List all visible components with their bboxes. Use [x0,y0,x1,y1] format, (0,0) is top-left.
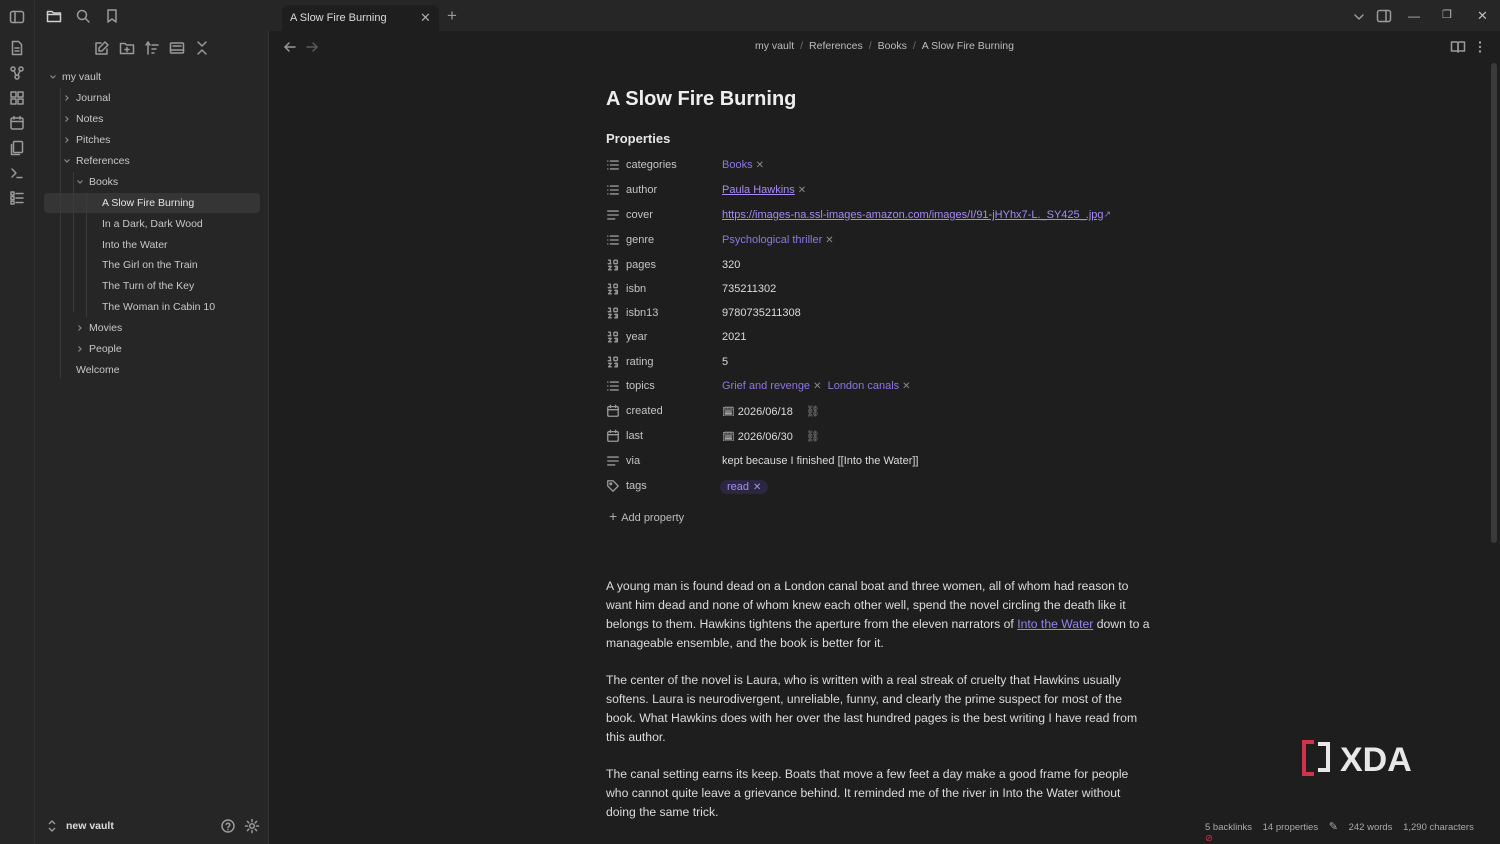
property-tags[interactable] [606,477,1166,497]
xda-logo-text: XDA [1340,741,1412,779]
date-picker-icon[interactable]: 🗓︎ [722,432,735,443]
date-property-icon [606,404,620,418]
link-date-icon[interactable]: ⛓ [805,406,820,418]
property-key: genre [626,234,655,246]
bases-icon[interactable] [9,190,25,206]
property-created[interactable] [606,402,1166,422]
breadcrumb: my vault / References / Books / A Slow Fire Burning [755,40,1014,52]
property-chip [722,184,806,196]
tree-item-label: Notes [76,113,104,125]
date-property-icon [606,429,620,443]
tree-folder-item[interactable] [44,318,260,338]
sync-status-icon[interactable]: ⊘ [1205,833,1213,844]
date-value[interactable]: 2026/06/18 [737,406,793,418]
sidebar-toggle-icon[interactable] [9,9,25,25]
property-key: last [626,430,644,442]
property-value[interactable]: 320 [722,259,741,271]
property-value[interactable]: 735211302 [722,283,777,295]
property-rating[interactable] [606,353,1166,373]
text-property-icon [606,208,620,222]
number-property-icon [606,330,620,344]
property-key: author [626,184,658,196]
property-chip [828,380,911,392]
breadcrumb-references[interactable]: References [809,40,863,52]
remove-tag-icon[interactable]: ✕ [753,482,762,493]
paragraph-text: down to a manageable ensemble, and the book is better for it. [606,617,1150,650]
tree-file-item[interactable] [44,276,260,296]
more-options-icon[interactable] [1472,39,1488,55]
tree-item-label: The Girl on the Train [102,259,198,271]
author-link[interactable]: Paula Hawkins [722,184,795,196]
tree-file-item[interactable] [44,235,260,255]
tree-folder-item[interactable] [44,339,260,359]
property-value[interactable]: 5 [722,356,729,368]
tree-item-label: Welcome [76,364,120,376]
text-property-icon [606,454,620,468]
tree-file-item[interactable] [44,255,260,275]
sort-icon[interactable] [144,40,160,56]
tree-item-label: The Turn of the Key [102,280,195,292]
editor-pane [269,31,1500,844]
close-tab-icon[interactable]: ✕ [420,10,431,25]
bookmark-icon[interactable] [104,8,120,24]
tree-item-label: Books [89,176,119,188]
vault-switcher[interactable] [44,815,260,837]
reading-view-icon[interactable] [1450,39,1466,55]
vault-name: new vault [66,820,114,832]
tab-active[interactable] [282,5,439,31]
maximize-icon[interactable]: ❐ [1442,9,1452,21]
tab-list-chevron-icon[interactable] [1351,9,1367,25]
tree-item-label: In a Dark, Dark Wood [102,218,203,230]
word-count: 242 words [1348,822,1393,833]
tree-item-label: my vault [62,71,102,83]
tree-indent-guide [86,193,87,317]
right-sidebar-toggle-icon[interactable] [1376,8,1392,24]
tree-folder-item[interactable] [44,109,260,129]
status-bar [1205,820,1500,844]
help-icon[interactable] [220,818,236,834]
tree-folder-item[interactable] [44,88,260,108]
remove-chip-icon[interactable]: ✕ [797,185,807,196]
tree-folder-item[interactable] [44,67,260,87]
property-categories[interactable] [606,156,1166,176]
minimize-icon[interactable]: — [1408,9,1420,23]
property-key: pages [626,259,656,271]
property-pages[interactable] [606,256,1166,276]
tab-title: A Slow Fire Burning [290,12,387,24]
date-value[interactable]: 2026/06/30 [737,431,793,443]
property-genre[interactable] [606,231,1166,251]
files-folder-icon[interactable] [46,8,62,24]
property-key: via [626,455,641,467]
number-property-icon [606,355,620,369]
plus-icon: + [609,508,618,524]
tree-folder-item[interactable] [44,172,260,192]
xda-watermark-logo [1300,738,1440,780]
paragraph-text: A young man is found dead on a London canal boat and three women, all of whom had reason to want him dead and none of whom knew each other well, spend the novel circling the death like it belongs to them. Hawkins tightens the aperture from the eleven narrators of [606,579,1129,631]
tree-indent-guide [60,88,61,378]
external-link-icon[interactable]: ↗ [1103,209,1112,219]
terminal-icon[interactable] [9,165,25,181]
search-icon[interactable] [75,8,91,24]
properties-heading[interactable]: Properties [606,131,671,146]
property-cover[interactable] [606,206,1166,226]
tree-item-label: References [76,155,130,167]
link-date-icon[interactable]: ⛓ [805,431,820,443]
tree-file-item[interactable] [44,360,260,380]
property-chip [722,234,834,246]
xda-logo-icon [1300,738,1440,780]
property-year[interactable] [606,328,1166,348]
tree-item-label: The Woman in Cabin 10 [102,301,216,313]
tree-item-label: Into the Water [102,239,168,251]
settings-gear-icon[interactable] [244,818,260,834]
tree-file-item[interactable] [44,193,260,213]
tree-folder-item[interactable] [44,151,260,171]
chip-label[interactable]: Books [722,159,753,171]
body-paragraph-3[interactable]: The canal setting earns its keep. Boats that move a few feet a day make a good frame for people who cannot quite leave a grievance behind. It reminded me of the river in Into the Water without doing the same trick. [606,767,1129,819]
tags-property-icon [606,479,620,493]
property-chip [722,159,764,171]
chevron-right-icon[interactable] [63,115,71,123]
number-property-icon [606,306,620,320]
title-bar [35,0,1500,31]
collapse-all-icon[interactable] [194,40,210,56]
internal-link-into-the-water[interactable]: Into the Water [1017,617,1094,631]
breadcrumb-books[interactable]: Books [877,40,907,52]
chip-label[interactable]: Psychological thriller [722,234,823,246]
character-count: 1,290 characters [1403,822,1474,833]
property-key: cover [626,209,653,221]
property-value[interactable]: 2021 [722,331,747,343]
property-via[interactable] [606,452,1166,472]
new-folder-icon[interactable] [119,40,135,56]
tree-file-item[interactable] [44,297,260,317]
close-window-icon[interactable]: ✕ [1477,8,1488,23]
canvas-icon[interactable] [9,90,25,106]
chevron-right-icon[interactable] [63,94,71,102]
property-isbn13[interactable] [606,304,1166,324]
property-isbn[interactable] [606,280,1166,300]
property-key: created [626,405,663,417]
new-tab-icon[interactable]: + [447,6,457,25]
tag-label[interactable]: read [727,481,750,493]
backlinks-count[interactable]: 5 backlinks [1205,822,1252,833]
remove-chip-icon[interactable]: ✕ [902,381,911,392]
list-property-icon [606,158,620,172]
property-author[interactable] [606,181,1166,201]
new-note-icon[interactable] [94,40,110,56]
chip-label[interactable]: Grief and revenge [722,380,811,392]
tag-pill [720,480,768,494]
number-property-icon [606,258,620,272]
graph-view-icon[interactable] [9,65,25,81]
chevron-down-icon[interactable] [63,157,71,165]
cover-url-link[interactable]: https://images-na.ssl-images-amazon.com/images/I/91-jHYhx7-L._SY425_.jpg [722,209,1104,221]
add-property-label: Add property [621,512,685,524]
chevron-right-icon[interactable] [76,324,84,332]
property-key: isbn [626,283,647,295]
daily-note-icon[interactable] [9,40,25,56]
properties-count[interactable]: 14 properties [1262,822,1319,833]
vault-switch-chevron-icon [47,820,57,832]
edit-pencil-icon[interactable]: ✎ [1328,821,1338,833]
tree-item-label: Movies [89,322,123,334]
date-picker-icon[interactable]: 🗓︎ [722,407,735,418]
property-topics[interactable] [606,377,1166,397]
body-paragraph-1[interactable] [606,577,1151,653]
tree-folder-item[interactable] [44,130,260,150]
chevron-down-icon[interactable] [49,73,57,81]
chevron-right-icon[interactable] [76,345,84,353]
property-key: categories [626,159,677,171]
tree-item-label: Journal [76,92,111,104]
property-key: isbn13 [626,307,659,319]
breadcrumb-current-note[interactable]: A Slow Fire Burning [921,40,1014,52]
note-title[interactable]: A Slow Fire Burning [606,88,797,110]
property-value[interactable]: kept because I finished [[Into the Water]] [722,455,919,467]
tree-item-label: People [89,343,122,355]
body-paragraph-2[interactable]: The center of the novel is Laura, who is written with a real streak of cruelty that Hawkins usually softens. Laura is neurodivergent, unreliable, funny, and clearly the prime suspect for most of the book. What Hawkins does with her over the last hundred pages is the best writing I have read from this author. [606,673,1138,744]
auto-reveal-icon[interactable] [169,40,185,56]
tree-item-label: Pitches [76,134,111,146]
chip-label[interactable]: London canals [827,380,900,392]
tree-item-label: A Slow Fire Burning [102,197,195,209]
breadcrumb-vault[interactable]: my vault [755,40,795,52]
property-key: tags [626,480,647,492]
property-key: rating [626,356,654,368]
tree-file-item[interactable] [44,214,260,234]
remove-chip-icon[interactable]: ✕ [755,160,764,171]
number-property-icon [606,282,620,296]
property-key: year [626,331,648,343]
editor-scrollbar[interactable] [1491,63,1497,543]
left-ribbon [0,0,35,844]
tree-indent-guide [73,172,74,312]
remove-chip-icon[interactable]: ✕ [813,381,822,392]
property-key: topics [626,380,655,392]
chevron-down-icon[interactable] [76,178,84,186]
property-chip [722,380,821,392]
list-property-icon [606,233,620,247]
list-property-icon [606,379,620,393]
add-property-button[interactable] [609,508,684,524]
templates-icon[interactable] [9,140,25,156]
property-last[interactable] [606,427,1166,447]
calendar-icon[interactable] [9,115,25,131]
remove-chip-icon[interactable]: ✕ [825,235,834,246]
list-property-icon [606,183,620,197]
property-value[interactable]: 9780735211308 [722,307,801,319]
chevron-right-icon[interactable] [63,136,71,144]
